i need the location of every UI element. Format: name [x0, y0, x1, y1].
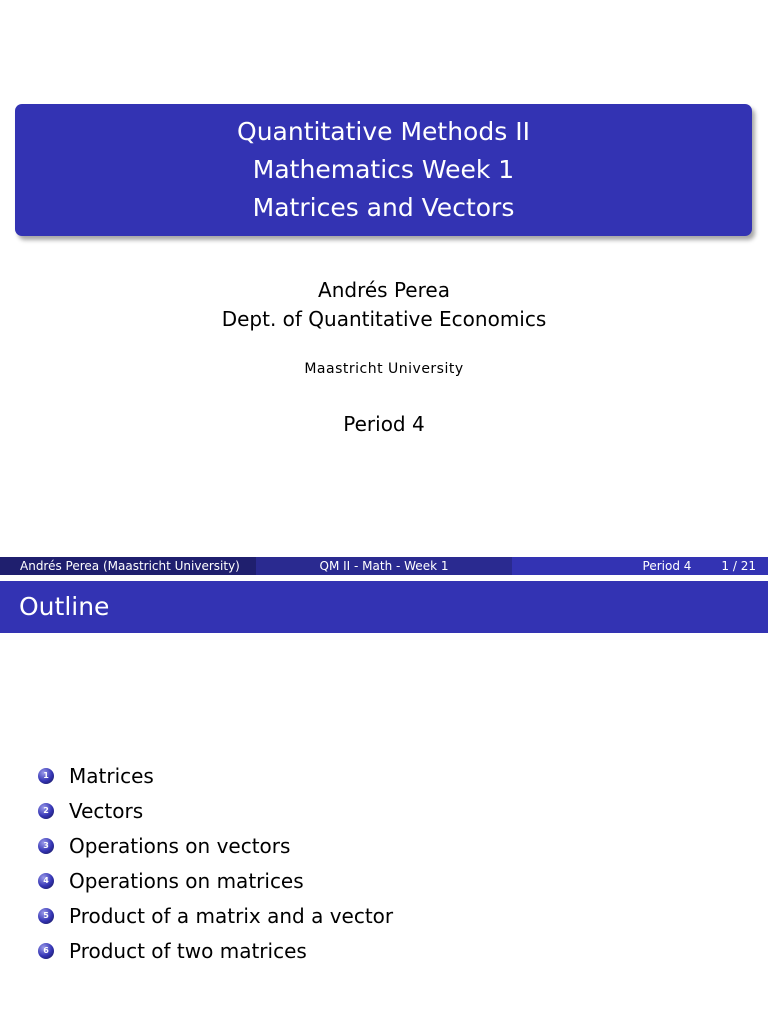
- footer-info: [512, 557, 768, 575]
- title-box: [15, 104, 752, 236]
- footer-title: QM II - Math - Week 1: [256, 557, 512, 575]
- numbered-ball-icon: 3: [38, 838, 54, 854]
- title-line-1: Quantitative Methods II: [237, 117, 530, 146]
- footer-author: Andrés Perea (Maastricht University): [0, 557, 256, 575]
- outline-item: [38, 793, 393, 828]
- outline-item-label: Vectors: [69, 798, 144, 823]
- frame-title: Outline: [0, 581, 768, 633]
- footer-date: Period 4: [642, 559, 692, 573]
- outline-item-label: Operations on matrices: [69, 868, 304, 893]
- date: Period 4: [343, 412, 425, 436]
- outline-item: [38, 898, 393, 933]
- numbered-ball-icon: 2: [38, 803, 54, 819]
- outline-item-label: Operations on vectors: [69, 833, 291, 858]
- numbered-ball-icon: 6: [38, 943, 54, 959]
- outline-item-label: Product of two matrices: [69, 938, 307, 963]
- title-line-2: Mathematics Week 1: [252, 155, 515, 184]
- outline-item-label: Product of a matrix and a vector: [69, 903, 394, 928]
- institute: Maastricht University: [304, 361, 464, 377]
- numbered-ball-icon: 5: [38, 908, 54, 924]
- outline-item: [38, 863, 393, 898]
- outline-list: [38, 758, 393, 968]
- numbered-ball-icon: 4: [38, 873, 54, 889]
- footer-bar: [0, 557, 768, 575]
- outline-item: [38, 933, 393, 968]
- author-block: [0, 276, 768, 334]
- outline-item-label: Matrices: [69, 763, 154, 788]
- page-number: 1 / 21: [721, 559, 756, 573]
- title-line-3: Matrices and Vectors: [252, 193, 515, 222]
- author-name: Andrés Perea: [318, 278, 450, 302]
- outline-item: [38, 758, 393, 793]
- numbered-ball-icon: 1: [38, 768, 54, 784]
- department: Dept. of Quantitative Economics: [221, 307, 547, 331]
- outline-item: [38, 828, 393, 863]
